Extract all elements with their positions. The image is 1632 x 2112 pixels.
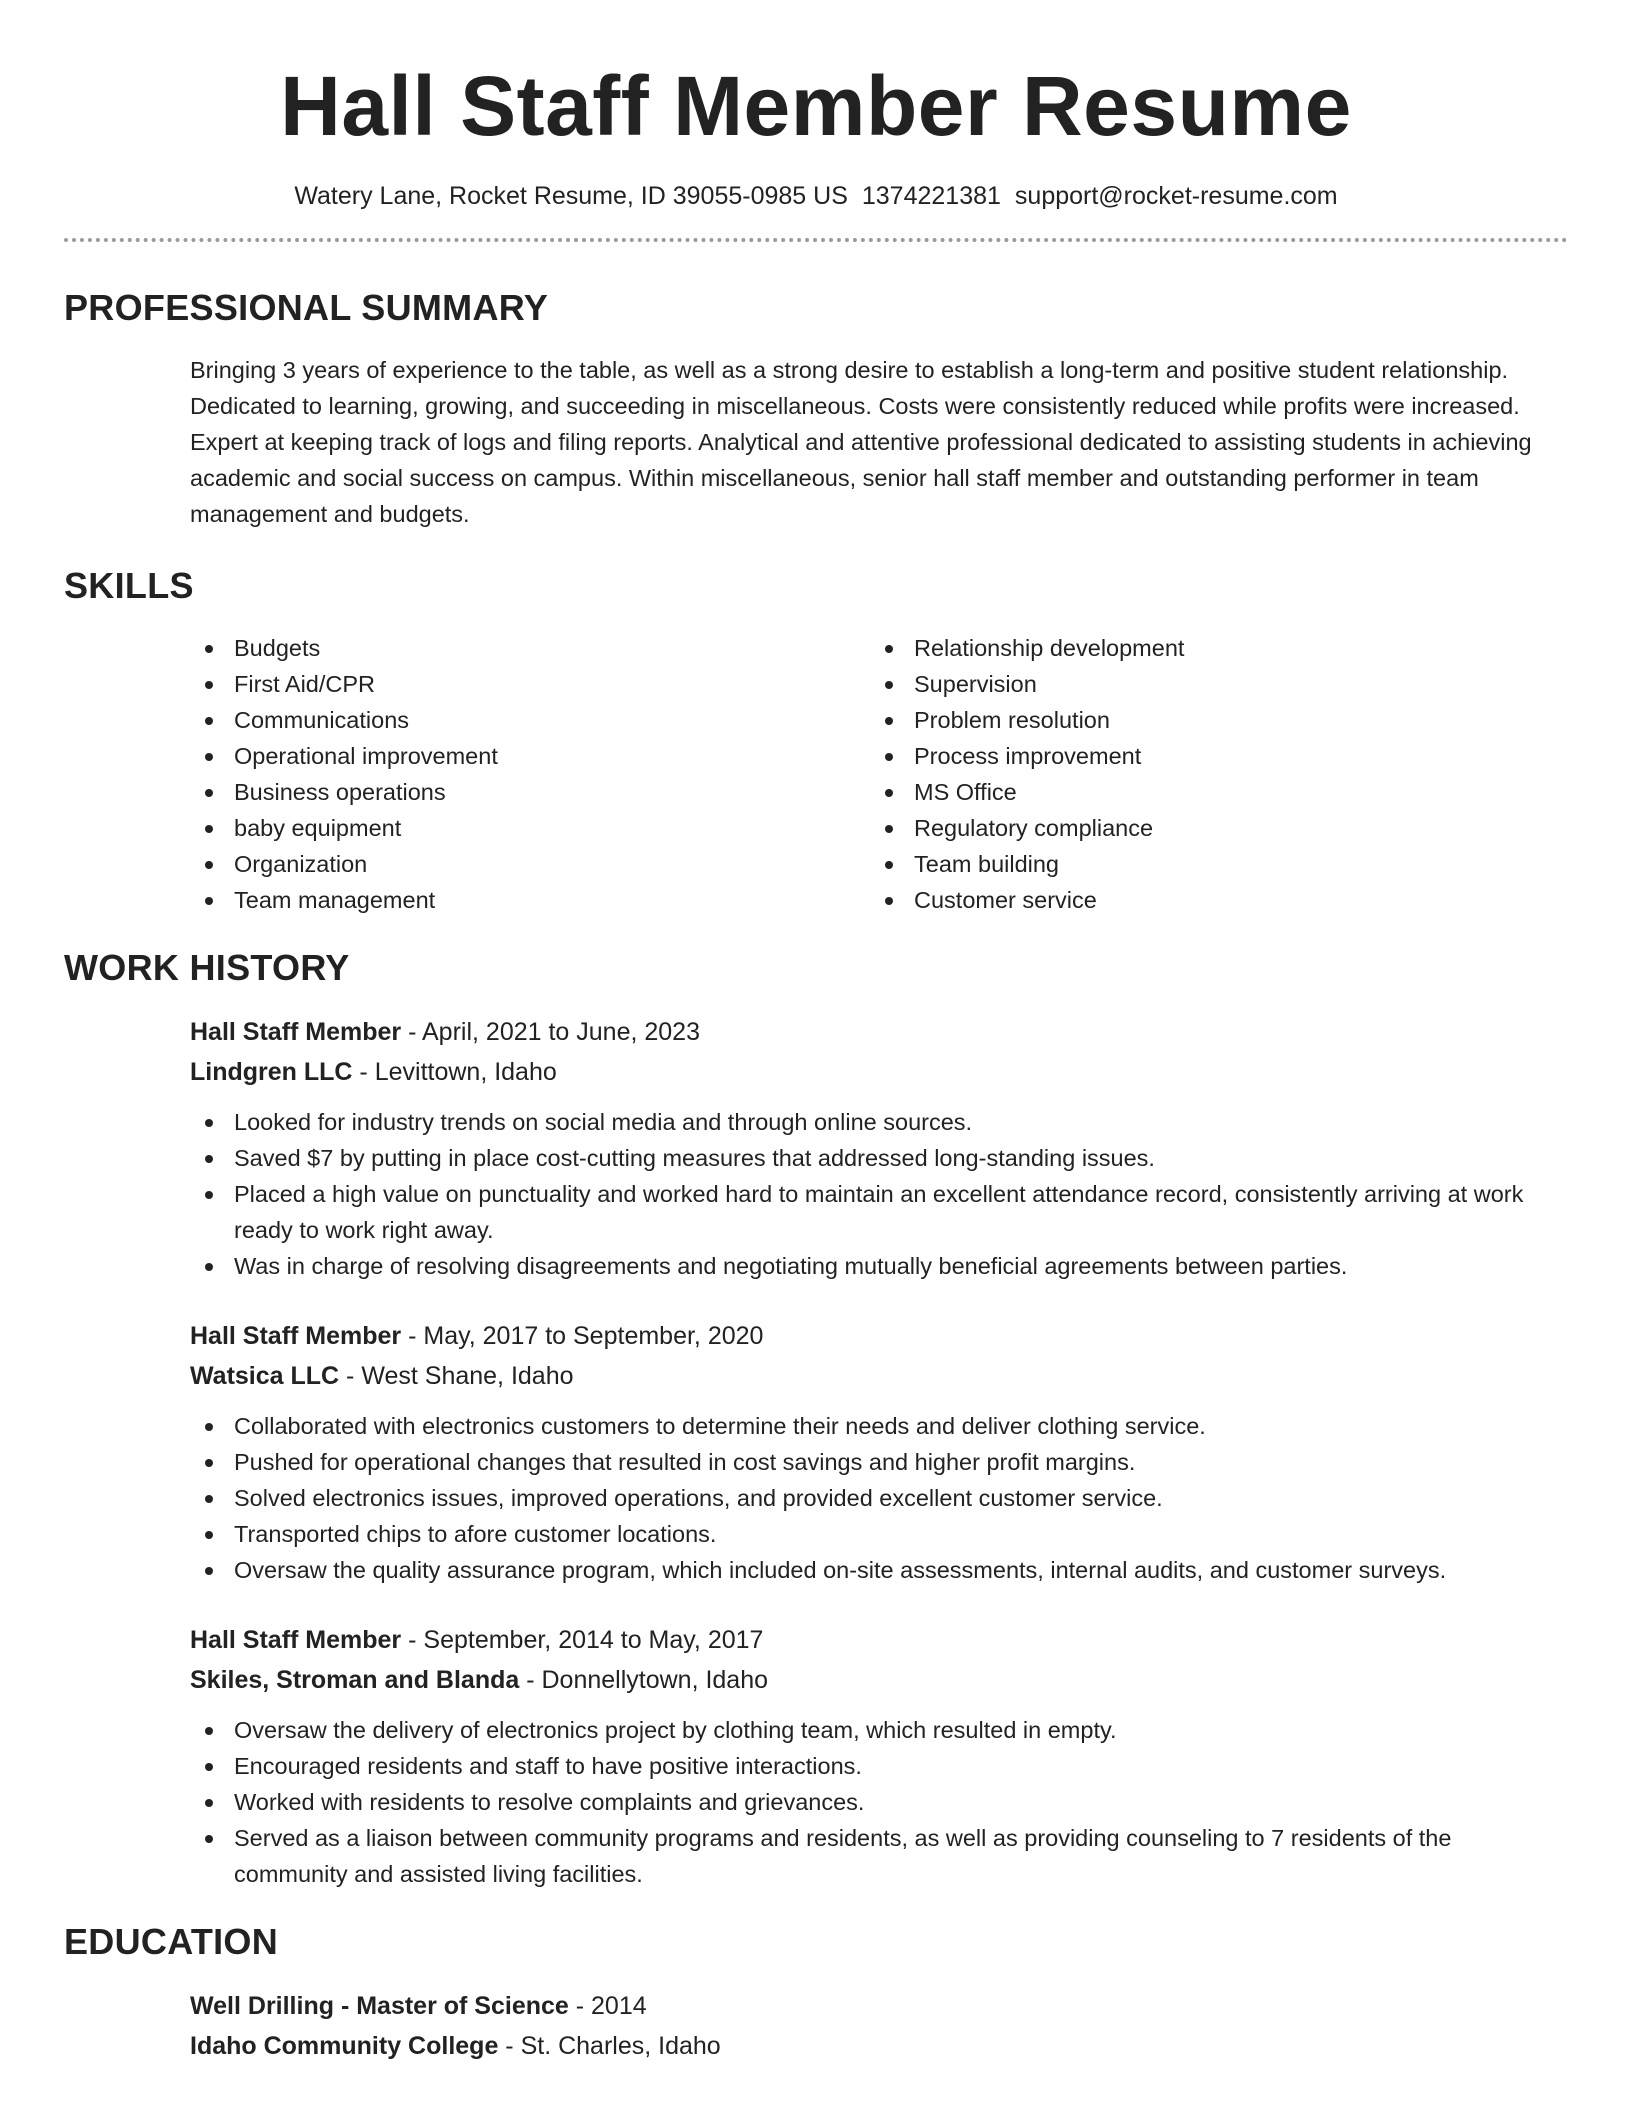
resume-page <box>64 0 1568 2066</box>
work-history-heading: WORK HISTORY <box>64 947 350 988</box>
duty-item: Oversaw the delivery of electronics project by clothing team, which resulted in empty. <box>190 1712 1568 1748</box>
skill-item: Customer service <box>870 882 1510 918</box>
job-location: - West Shane, Idaho <box>339 1362 574 1390</box>
job-entry <box>190 1620 1568 1892</box>
summary-text: Bringing 3 years of experience to the table, as well as a strong desire to establish a long-term and positive student relationship. Dedicated to learning, growing, and succeeding in miscellaneous. Costs were consistently reduced while profits were increased. Expert at keeping track of logs and filing reports. Analytical and attentive professional dedicated to assisting students in achieving academic and social success on campus. Within miscellaneous, senior hall staff member and outstanding performer in team management and budgets. <box>190 357 1532 527</box>
skill-item: MS Office <box>870 774 1510 810</box>
skills-list <box>190 630 1568 918</box>
job-dates: - April, 2021 to June, 2023 <box>401 1018 700 1046</box>
education-entry <box>190 1986 1568 2066</box>
job-duties <box>190 1408 1568 1588</box>
resume-header <box>64 0 1568 242</box>
job-company-line <box>190 1356 1568 1396</box>
job-role-line <box>190 1316 1568 1356</box>
skill-item: Regulatory compliance <box>870 810 1510 846</box>
header-divider <box>64 238 1568 242</box>
skill-item: First Aid/CPR <box>190 666 870 702</box>
skill-item: Business operations <box>190 774 870 810</box>
job-company: Skiles, Stroman and Blanda <box>190 1666 520 1694</box>
duty-item: Saved $7 by putting in place cost-cutting measures that addressed long-standing issues. <box>190 1140 1568 1176</box>
skills-section <box>64 564 1568 918</box>
duty-item: Was in charge of resolving disagreements and negotiating mutually beneficial agreements between parties. <box>190 1248 1568 1284</box>
job-role: Hall Staff Member <box>190 1322 402 1350</box>
skills-column-right <box>870 630 1510 918</box>
skill-item: Team management <box>190 882 870 918</box>
duty-item: Oversaw the quality assurance program, which included on-site assessments, internal audits, and customer surveys. <box>190 1552 1568 1588</box>
duty-item: Worked with residents to resolve complaints and grievances. <box>190 1784 1568 1820</box>
education-degree: Well Drilling - Master of Science <box>190 1992 569 2020</box>
skill-item: Process improvement <box>870 738 1510 774</box>
job-role: Hall Staff Member <box>190 1626 402 1654</box>
contact-line <box>64 180 1568 212</box>
education-degree-line <box>190 1986 1568 2026</box>
duty-item: Served as a liaison between community programs and residents, as well as providing counseling to 7 residents of the community and assisted living facilities. <box>190 1820 1568 1892</box>
job-location: - Levittown, Idaho <box>352 1058 557 1086</box>
job-role-line <box>190 1012 1568 1052</box>
contact-address: Watery Lane, Rocket Resume, ID 39055-0985 US <box>294 182 848 210</box>
job-company-line <box>190 1660 1568 1700</box>
skill-item: baby equipment <box>190 810 870 846</box>
education-location: - St. Charles, Idaho <box>498 2032 721 2060</box>
work-history-section <box>64 946 1568 1892</box>
job-dates: - May, 2017 to September, 2020 <box>401 1322 764 1350</box>
skill-item: Operational improvement <box>190 738 870 774</box>
education-section <box>64 1920 1568 2066</box>
skills-heading: SKILLS <box>64 565 194 606</box>
job-company-line <box>190 1052 1568 1092</box>
job-duties <box>190 1712 1568 1892</box>
job-role: Hall Staff Member <box>190 1018 402 1046</box>
job-location: - Donnellytown, Idaho <box>519 1666 769 1694</box>
duty-item: Collaborated with electronics customers to determine their needs and deliver clothing service. <box>190 1408 1568 1444</box>
duty-item: Pushed for operational changes that resulted in cost savings and higher profit margins. <box>190 1444 1568 1480</box>
skills-column-left <box>190 630 870 918</box>
skill-item: Budgets <box>190 630 870 666</box>
job-company: Lindgren LLC <box>190 1058 353 1086</box>
education-school: Idaho Community College <box>190 2032 499 2060</box>
job-entry <box>190 1316 1568 1588</box>
duty-item: Placed a high value on punctuality and worked hard to maintain an excellent attendance record, consistently arriving at work ready to work right away. <box>190 1176 1568 1248</box>
job-role-line <box>190 1620 1568 1660</box>
duty-item: Looked for industry trends on social media and through online sources. <box>190 1104 1568 1140</box>
skill-item: Organization <box>190 846 870 882</box>
skill-item: Communications <box>190 702 870 738</box>
job-entry <box>190 1012 1568 1284</box>
education-year: - 2014 <box>568 1992 647 2020</box>
education-school-line <box>190 2026 1568 2066</box>
contact-phone: 1374221381 <box>861 182 1001 210</box>
skill-item: Team building <box>870 846 1510 882</box>
job-company: Watsica LLC <box>190 1362 340 1390</box>
duty-item: Encouraged residents and staff to have positive interactions. <box>190 1748 1568 1784</box>
contact-email: support@rocket-resume.com <box>1014 182 1338 210</box>
skill-item: Relationship development <box>870 630 1510 666</box>
job-dates: - September, 2014 to May, 2017 <box>401 1626 764 1654</box>
duty-item: Solved electronics issues, improved operations, and provided excellent customer service. <box>190 1480 1568 1516</box>
skill-item: Problem resolution <box>870 702 1510 738</box>
education-heading: EDUCATION <box>64 1921 279 1962</box>
summary-section <box>64 286 1568 532</box>
job-duties <box>190 1104 1568 1284</box>
summary-heading: PROFESSIONAL SUMMARY <box>64 287 549 328</box>
skill-item: Supervision <box>870 666 1510 702</box>
resume-title: Hall Staff Member Resume <box>280 59 1352 153</box>
duty-item: Transported chips to afore customer locations. <box>190 1516 1568 1552</box>
